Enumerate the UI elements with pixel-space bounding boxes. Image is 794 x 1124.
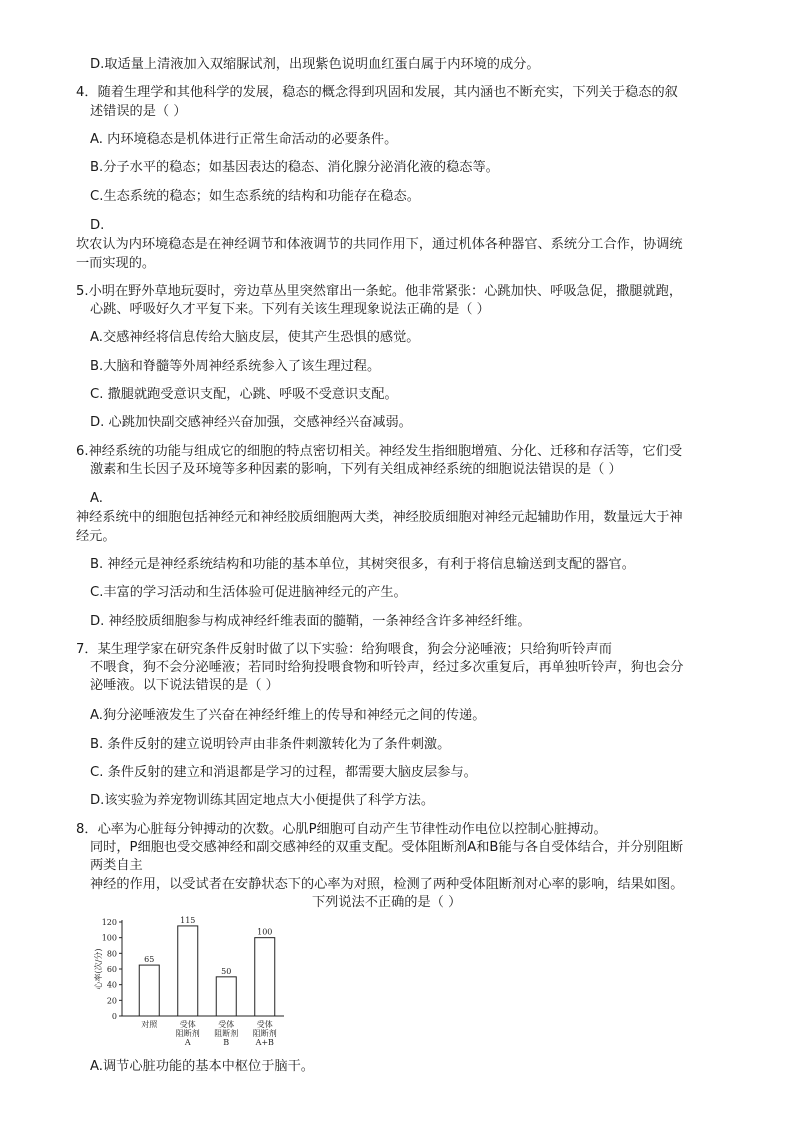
y-tick-label: 0	[111, 1012, 117, 1021]
category-label: 阻断剂	[214, 1029, 239, 1038]
q6-option-a-label: A.	[90, 491, 103, 506]
y-tick-label: 60	[106, 965, 117, 974]
bar	[255, 938, 275, 1016]
q8-stem-line-5: 下列说法不正确的是（ ）	[312, 895, 462, 910]
q4-option-c: C.生态系统的稳态；如生态系统的结构和功能存在稳态。	[90, 189, 420, 204]
q4-option-b: B.分子水平的稳态；如基因表达的稳态、消化腺分泌消化液的稳态等。	[90, 160, 499, 175]
category-label: 阻断剂	[175, 1029, 200, 1038]
q7-option-b: B. 条件反射的建立说明铃声由非条件刺激转化为了条件刺激。	[90, 737, 451, 752]
q7-option-d: D.该实验为养宠物训练其固定地点大小便提供了科学方法。	[90, 793, 435, 808]
q7-stem-line-2: 不喂食，狗不会分泌唾液；若同时给狗投喂食物和听铃声，经过多次重复后，再单独听铃声，狗也会分	[90, 660, 684, 675]
q5-option-d: D. 心跳加快副交感神经兴奋加强，交感神经兴奋减弱。	[90, 415, 412, 430]
q6-option-c: C.丰富的学习活动和生活体验可促进脑神经元的产生。	[90, 585, 407, 600]
category-label: A+B	[255, 1038, 274, 1047]
y-tick-label: 40	[106, 980, 117, 990]
q5-stem-line-2: 心跳、呼吸好久才平复下来。下列有关该生理现象说法正确的是（ ）	[90, 302, 490, 317]
q7-stem-line-1: 7．某生理学家在研究条件反射时做了以下实验：给狗喂食，狗会分泌唾液；只给狗听铃声而	[76, 642, 612, 657]
category-label: 对照	[141, 1020, 158, 1029]
q6-option-a-line-1: 神经系统中的细胞包括神经元和神经胶质细胞两大类，神经胶质细胞对神经元起辅助作用，数量远大于神	[76, 510, 683, 525]
bar-data-label: 50	[221, 966, 232, 976]
q6-option-a-line-2: 经元。	[76, 529, 116, 544]
q7-option-a: A.狗分泌唾液发生了兴奋在神经纤维上的传导和神经元之间的传递。	[90, 708, 486, 723]
bar-data-label: 115	[180, 916, 196, 925]
bar	[178, 926, 198, 1016]
q4-stem-line-1: 4．随着生理学和其他科学的发展，稳态的概念得到巩固和发展，其内涵也不断充实，下列关于稳态的叙	[76, 85, 678, 100]
q8-stem-line-2: 同时，P细胞也受交感神经和副交感神经的双重支配。受体阻断剂A和B能与各自受体结合，并分别阻断	[90, 840, 684, 855]
y-axis-label: 心率(次/分)	[94, 948, 103, 990]
heart-rate-bar-chart	[92, 916, 292, 1056]
category-label: B	[223, 1038, 230, 1047]
q6-stem-line-1: 6.神经系统的功能与组成它的细胞的特点密切相关。神经发生指细胞增殖、分化、迁移和存活等，它们受	[76, 444, 683, 459]
category-label: 受体	[218, 1020, 235, 1029]
bar	[216, 977, 236, 1016]
bar-data-label: 100	[257, 927, 273, 937]
q4-option-d-line-1: 坎农认为内环境稳态是在神经调节和体液调节的共同作用下，通过机体各种器官、系统分工合作，协调统	[76, 237, 683, 252]
q5-option-b: B.大脑和脊髓等外周神经系统参入了该生理过程。	[90, 359, 381, 374]
q8-stem-line-3: 两类自主	[90, 858, 143, 873]
q4-stem-line-2: 述错误的是（ ）	[90, 104, 187, 119]
q5-stem-line-1: 5.小明在野外草地玩耍时，旁边草丛里突然窜出一条蛇。他非常紧张：心跳加快、呼吸急促，撒腿就跑，	[76, 284, 683, 299]
bar-data-label: 65	[144, 955, 155, 965]
q8-stem-line-1: 8．心率为心脏每分钟搏动的次数。心肌P细胞可自动产生节律性动作电位以控制心脏搏动。	[76, 822, 607, 837]
q7-option-c: C. 条件反射的建立和消退都是学习的过程，都需要大脑皮层参与。	[90, 765, 477, 780]
q4-option-d-line-2: 一而实现的。	[76, 256, 156, 271]
q6-option-d: D. 神经胶质细胞参与构成神经纤维表面的髓鞘，一条神经含许多神经纤维。	[90, 614, 531, 629]
q3-option-d: D.取适量上清液加入双缩脲试剂，出现紫色说明血红蛋白属于内环境的成分。	[90, 57, 540, 72]
q7-stem-line-3: 泌唾液。以下说法错误的是（ ）	[90, 678, 279, 693]
q5-option-c: C. 撒腿就跑受意识支配，心跳、呼吸不受意识支配。	[90, 387, 398, 402]
bar	[139, 965, 159, 1016]
q8-stem-line-4: 神经的作用，以受试者在安静状态下的心率为对照，检测了两种受体阻断剂对心率的影响，结果如图。	[90, 877, 684, 892]
category-label: 阻断剂	[252, 1029, 277, 1038]
q8-option-a: A.调节心脏功能的基本中枢位于脑干。	[90, 1059, 314, 1074]
category-label: 受体	[179, 1020, 196, 1029]
category-label: 受体	[256, 1020, 273, 1029]
y-tick-label: 80	[106, 949, 117, 959]
q5-option-a: A.交感神经将信息传给大脑皮层，使其产生恐惧的感觉。	[90, 330, 420, 345]
q6-option-b: B. 神经元是神经系统结构和功能的基本单位，其树突很多，有利于将信息输送到支配的器官。	[90, 557, 635, 572]
y-tick-label: 100	[101, 933, 117, 943]
y-tick-label: 20	[106, 996, 117, 1006]
q6-stem-line-2: 激素和生长因子及环境等多种因素的影响，下列有关组成神经系统的细胞说法错误的是（ ）	[90, 462, 622, 477]
q4-option-d-label: D.	[90, 218, 105, 233]
y-tick-label: 120	[101, 918, 117, 927]
q4-option-a: A. 内环境稳态是机体进行正常生命活动的必要条件。	[90, 132, 398, 147]
category-label: A	[184, 1038, 191, 1047]
